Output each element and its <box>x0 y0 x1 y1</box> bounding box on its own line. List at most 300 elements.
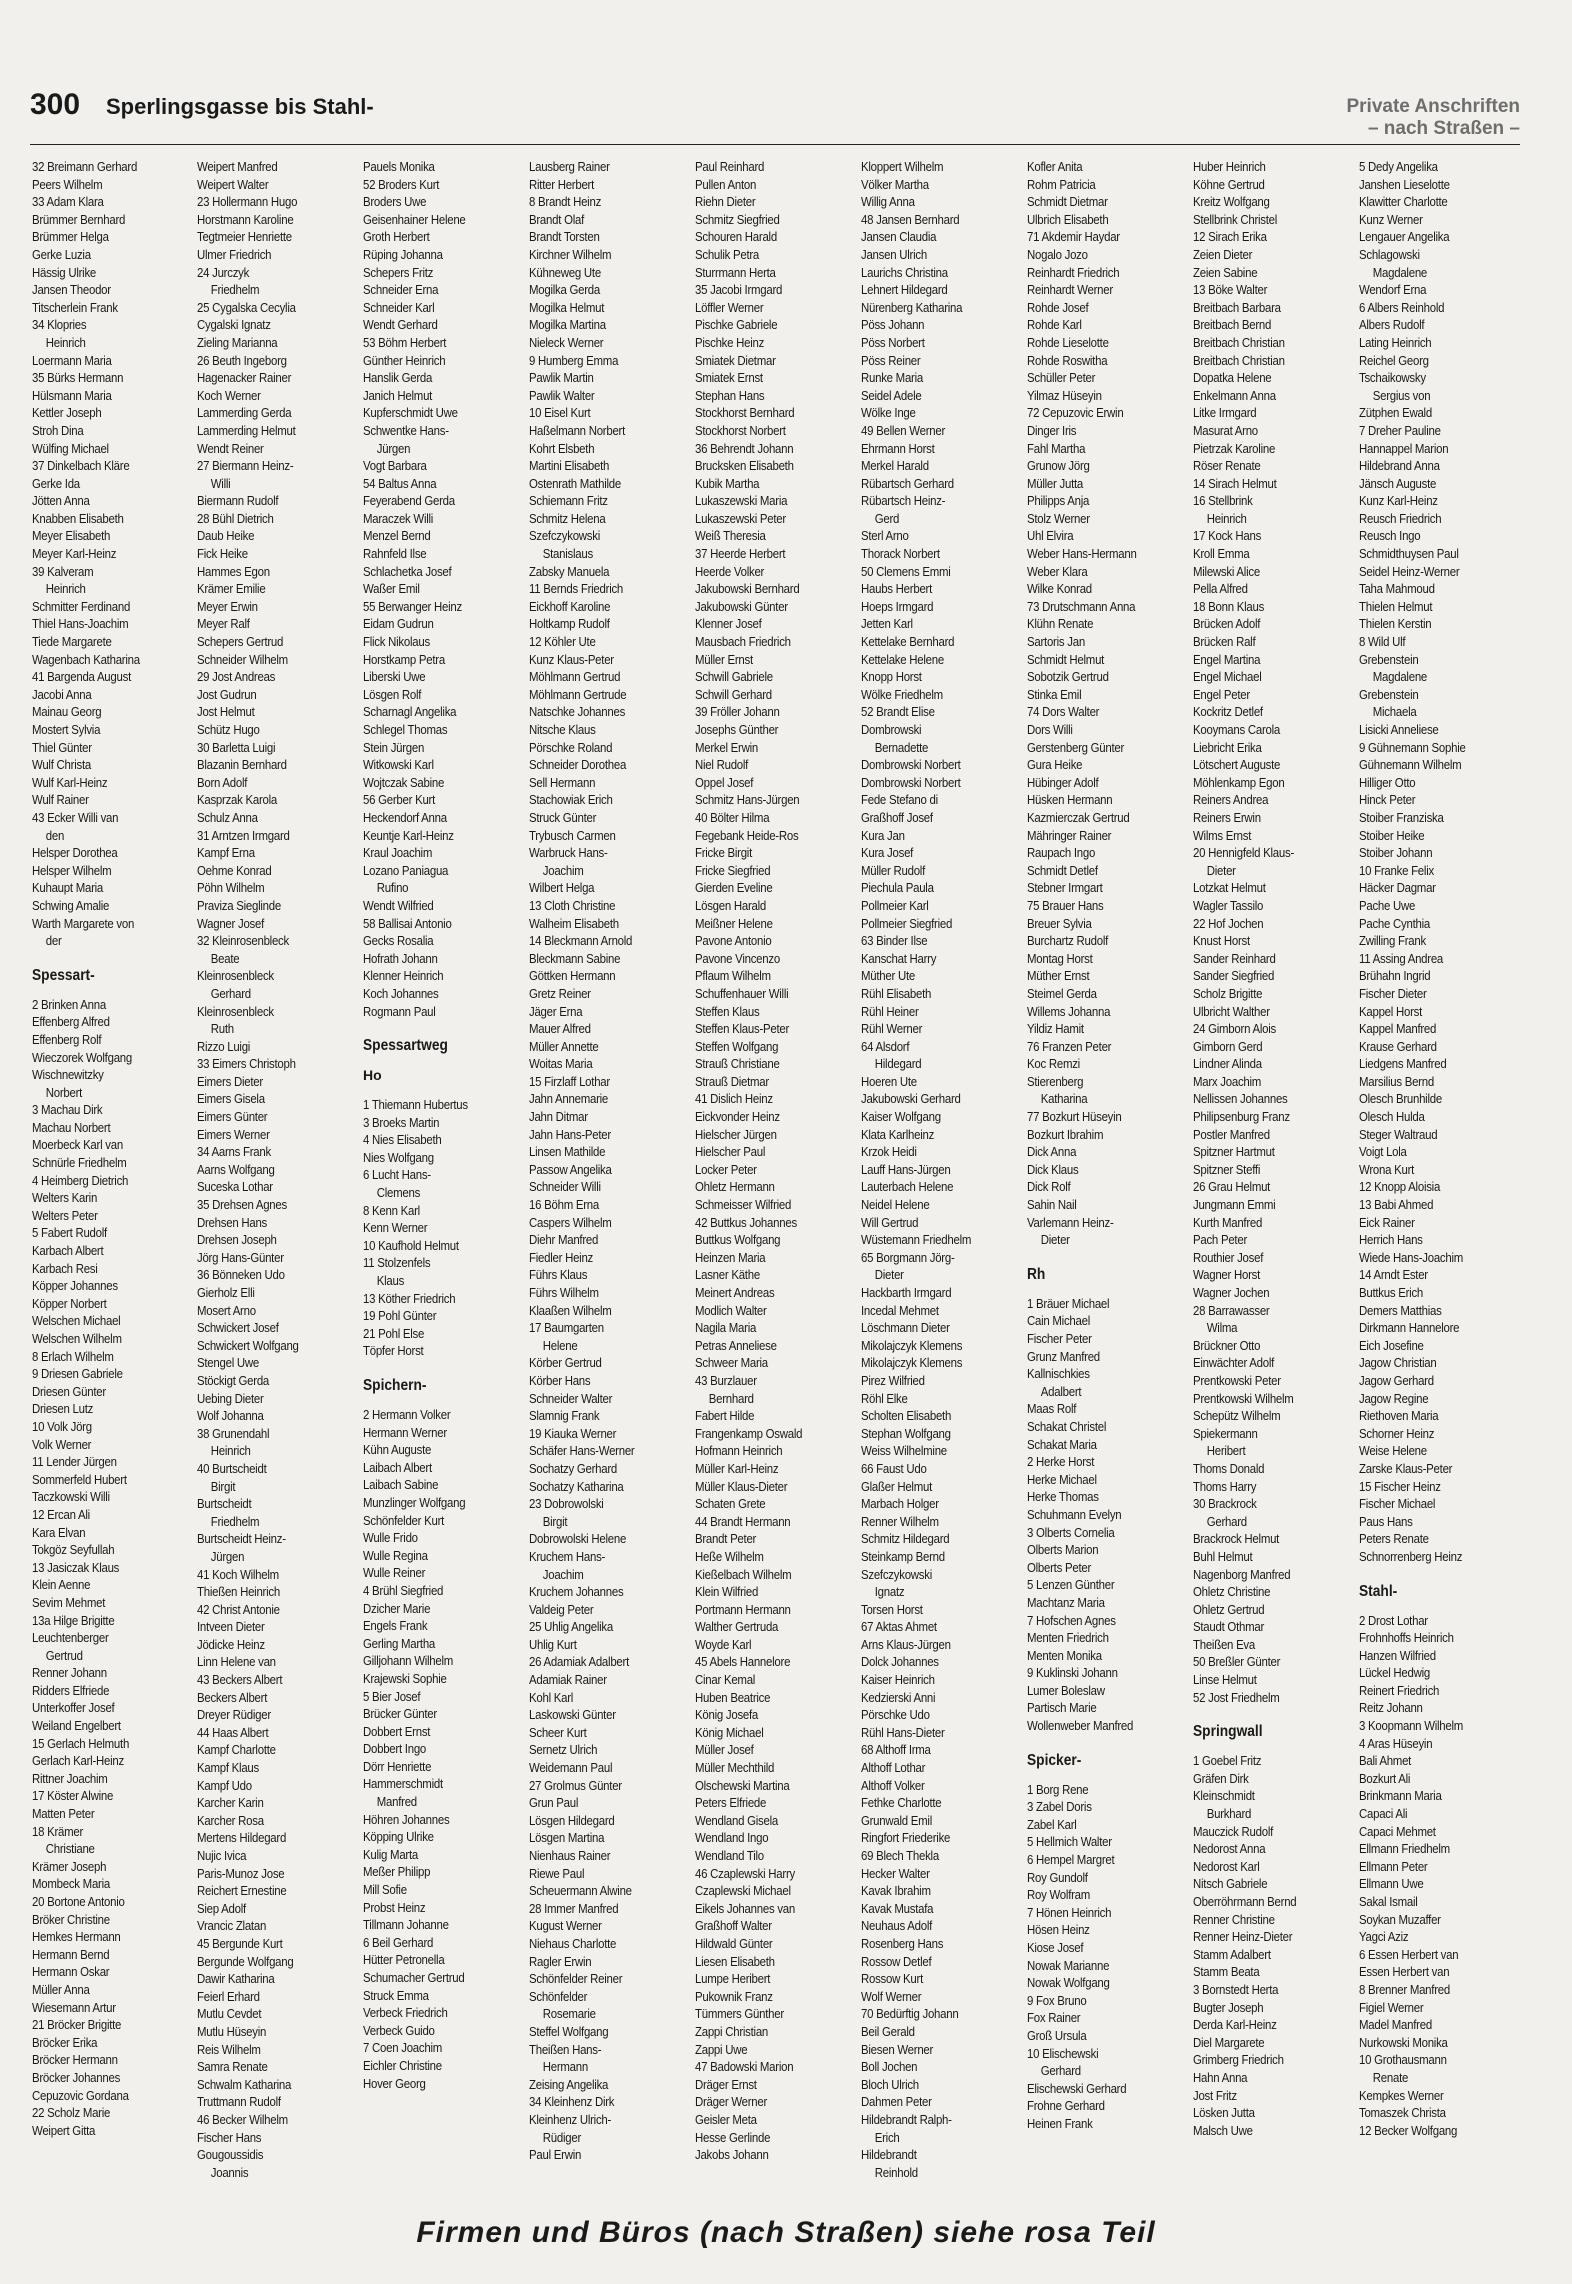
directory-entry: Jetten Karl <box>861 616 913 632</box>
directory-entry: 15 Firzlaff Lothar <box>529 1073 610 1089</box>
directory-entry: 1 Borg Rene <box>1027 1781 1089 1797</box>
directory-entry: Schmidt Dietmar <box>1027 194 1108 210</box>
directory-entry: Schönfelder Kurt <box>363 1512 445 1528</box>
directory-entry: Wagler Tassilo <box>1193 897 1264 913</box>
directory-entry: Diehr Manfred <box>529 1232 599 1248</box>
directory-entry: Schneider Wilhelm <box>197 651 288 667</box>
directory-entry: Paris-Munoz Jose <box>197 1865 285 1881</box>
directory-entry: Wölke Inge <box>861 405 916 421</box>
directory-entry: Fegebank Heide-Ros <box>695 827 799 843</box>
directory-entry: Mauczick Rudolf <box>1193 1823 1274 1839</box>
directory-entry: 26 Grau Helmut <box>1193 1179 1271 1195</box>
directory-entry: Weiland Engelbert <box>32 1718 121 1734</box>
directory-entry: Zieling Marianna <box>197 334 278 350</box>
directory-entry: 30 Brackrock <box>1193 1496 1257 1512</box>
directory-entry: Figiel Werner <box>1359 1999 1424 2015</box>
directory-entry: Kurth Manfred <box>1193 1214 1263 1230</box>
directory-entry: Pella Alfred <box>1193 581 1248 597</box>
directory-entry: 44 Brandt Hermann <box>695 1513 791 1529</box>
directory-entry: Jagow Regine <box>1359 1390 1429 1406</box>
directory-entry-continuation: Hermann <box>542 2059 588 2075</box>
directory-entry: Pavone Vincenzo <box>695 950 780 966</box>
directory-entry: 55 Berwanger Heinz <box>363 598 462 614</box>
directory-entry: 4 Heimberg Dietrich <box>32 1172 129 1188</box>
directory-entry: Wieczorek Wolfgang <box>32 1049 133 1065</box>
directory-entry: Spitzner Hartmut <box>1193 1144 1275 1160</box>
directory-entry: Wölke Friedhelm <box>861 686 943 702</box>
directory-entry: Jansen Claudia <box>861 229 937 245</box>
directory-entry: 31 Arntzen Irmgard <box>197 827 290 843</box>
directory-entry: Born Adolf <box>197 774 248 790</box>
directory-entry: 44 Haas Albert <box>197 1724 269 1740</box>
directory-entry: Wülfing Michael <box>32 440 109 456</box>
directory-entry: Jagow Gerhard <box>1359 1372 1434 1388</box>
directory-entry: Schmitz Hildegard <box>861 1531 950 1547</box>
directory-entry-continuation: Ignatz <box>874 1584 905 1600</box>
directory-entry: Wulle Regina <box>363 1547 428 1563</box>
directory-entry: Kloppert Wilhelm <box>861 159 944 174</box>
directory-entry-continuation: Birgit <box>210 1478 236 1494</box>
directory-entry: 11 Assing Andrea <box>1359 950 1444 966</box>
directory-entry: Hover Georg <box>363 2075 426 2091</box>
directory-entry: 12 Knopp Aloisia <box>1359 1179 1441 1195</box>
directory-entry: Stoiber Johann <box>1359 845 1433 861</box>
directory-entry: 12 Köhler Ute <box>529 634 596 650</box>
directory-entry: Mombeck Maria <box>32 1876 110 1892</box>
directory-entry: Loermann Maria <box>32 352 112 368</box>
directory-entry: 24 Gimborn Alois <box>1193 1021 1276 1037</box>
directory-entry: 21 Bröcker Brigitte <box>32 2017 122 2033</box>
street-heading: Spessartweg <box>363 1037 448 1055</box>
directory-entry: Hofmann Heinrich <box>695 1443 783 1459</box>
directory-entry: Zeien Sabine <box>1193 264 1258 280</box>
directory-entry: 72 Cepuzovic Erwin <box>1027 405 1124 421</box>
directory-entry: Lumer Boleslaw <box>1027 1682 1105 1698</box>
directory-entry: Scharnagl Angelika <box>363 704 457 720</box>
directory-entry: Jost Helmut <box>197 704 255 720</box>
directory-entry: 49 Bellen Werner <box>861 422 946 438</box>
directory-entry: Pischke Heinz <box>695 334 765 350</box>
directory-entry: 7 Dreher Pauline <box>1359 422 1441 438</box>
directory-entry: Zappi Christian <box>695 2023 769 2039</box>
directory-entry: Kleinhenz Ulrich- <box>529 2111 612 2127</box>
directory-entry: Fischer Michael <box>1359 1496 1436 1512</box>
directory-entry: Thoms Donald <box>1193 1460 1265 1476</box>
directory-entry: 67 Aktas Ahmet <box>861 1619 937 1635</box>
directory-entry: Meyer Karl-Heinz <box>32 546 117 562</box>
directory-entry: Praviza Sieglinde <box>197 897 281 913</box>
directory-entry: 74 Dors Walter <box>1027 704 1100 720</box>
directory-entry: Tiede Margarete <box>32 634 112 650</box>
directory-entry: Oehme Konrad <box>197 862 272 878</box>
directory-entry: Lösgen Rolf <box>363 686 422 702</box>
directory-entry: 75 Brauer Hans <box>1027 897 1104 913</box>
directory-entry: Kruchem Hans- <box>529 1548 606 1564</box>
directory-entry: Reichert Ernestine <box>197 1883 287 1899</box>
directory-entry: Lausberg Rainer <box>529 159 610 174</box>
directory-entry: Mutlu Hüseyin <box>197 2023 267 2039</box>
directory-entry: 9 Gühnemann Sophie <box>1359 739 1466 755</box>
directory-entry: Kettelake Bernhard <box>861 634 955 650</box>
directory-entry: Mausbach Friedrich <box>695 634 791 650</box>
directory-entry: Kampf Klaus <box>197 1760 260 1776</box>
directory-entry: 25 Cygalska Cecylia <box>197 299 296 315</box>
directory-entry: Gougoussidis <box>197 2147 264 2163</box>
directory-entry: Prentkowski Peter <box>1193 1372 1281 1388</box>
directory-entry: Bröcker Hermann <box>32 2052 118 2068</box>
directory-entry: Dzicher Marie <box>363 1600 431 1616</box>
directory-entry: Stockhorst Norbert <box>695 422 786 438</box>
directory-entry: Thiel Günter <box>32 739 92 755</box>
directory-entry: 6 Albers Reinhold <box>1359 299 1445 315</box>
directory-entry: Renner Heinz-Dieter <box>1193 1929 1293 1945</box>
directory-entry: Machtanz Maria <box>1027 1594 1105 1610</box>
directory-entry: Derda Karl-Heinz <box>1193 2017 1277 2033</box>
directory-entry: Arns Klaus-Jürgen <box>861 1636 951 1652</box>
directory-entry-continuation: Heribert <box>1206 1443 1246 1459</box>
directory-entry: Huben Beatrice <box>695 1689 771 1705</box>
directory-entry: Pirez Wilfried <box>861 1372 925 1388</box>
directory-entry: Rosenberg Hans <box>861 1935 944 1951</box>
directory-entry: Kavak Mustafa <box>861 1900 934 1916</box>
directory-entry: Ohletz Hermann <box>695 1179 775 1195</box>
directory-entry: Karbach Resi <box>32 1260 98 1276</box>
directory-entry: Ohletz Christine <box>1193 1584 1271 1600</box>
directory-entry: Petras Anneliese <box>695 1337 777 1353</box>
directory-entry: Pöss Johann <box>861 317 925 333</box>
directory-entry: 36 Behrendt Johann <box>695 440 794 456</box>
directory-entry: Olesch Brunhilde <box>1359 1091 1442 1107</box>
directory-entry: Rogmann Paul <box>363 1003 436 1019</box>
directory-entry: Krajewski Sophie <box>363 1670 447 1686</box>
directory-entry: Jakubowski Gerhard <box>861 1091 961 1107</box>
directory-entry: Jungmann Emmi <box>1193 1197 1276 1213</box>
directory-entry: 39 Kalveram <box>32 563 94 579</box>
directory-entry-continuation: Michaela <box>1372 704 1417 720</box>
directory-entry: Pukownik Franz <box>695 1988 773 2004</box>
directory-entry: Portmann Hermann <box>695 1601 791 1617</box>
directory-entry: Caspers Wilhelm <box>529 1214 612 1230</box>
directory-entry: 64 Alsdorf <box>861 1038 910 1054</box>
directory-entry: Postler Manfred <box>1193 1126 1270 1142</box>
directory-entry: Torsen Horst <box>861 1601 923 1617</box>
directory-entry: Kappel Manfred <box>1359 1021 1437 1037</box>
directory-entry: Schmitter Ferdinand <box>32 598 131 614</box>
directory-entry: Voigt Lola <box>1359 1144 1407 1160</box>
directory-entry: Löffler Werner <box>695 299 764 315</box>
directory-entry-continuation: Magdalene <box>1372 669 1428 685</box>
directory-entry: Kirchner Wilhelm <box>529 246 612 262</box>
directory-entry: Drehsen Hans <box>197 1214 268 1230</box>
directory-entry: Grunwald Emil <box>861 1812 933 1828</box>
directory-entry: Laibach Sabine <box>363 1477 439 1493</box>
directory-entry: Frohne Gerhard <box>1027 2098 1105 2114</box>
directory-entry: 39 Fröller Johann <box>695 704 780 720</box>
directory-entry: Engels Frank <box>363 1618 428 1634</box>
directory-entry: Uhlig Kurt <box>529 1636 577 1652</box>
directory-entry: Theißen Eva <box>1193 1636 1256 1652</box>
directory-entry: Driesen Lutz <box>32 1401 94 1417</box>
directory-entry: Runke Maria <box>861 370 924 386</box>
directory-entry: Nagenborg Manfred <box>1193 1566 1291 1582</box>
directory-entry-continuation: Burkhard <box>1206 1806 1252 1822</box>
directory-entry: Incedal Mehmet <box>861 1302 939 1318</box>
directory-entry-continuation: Christiane <box>45 1841 95 1857</box>
directory-entry: Dombrowski Norbert <box>861 774 961 790</box>
directory-entry: Yagci Aziz <box>1359 1929 1409 1945</box>
directory-entry: Knabben Elisabeth <box>32 510 124 526</box>
directory-entry: Hahn Anna <box>1193 2069 1248 2085</box>
directory-entry: Pauels Monika <box>363 159 435 174</box>
directory-entry: Raupach Ingo <box>1027 845 1096 861</box>
directory-entry: Führs Wilhelm <box>529 1285 599 1300</box>
directory-entry: Mill Sofie <box>363 1882 407 1898</box>
directory-entry: 36 Bönneken Udo <box>197 1267 285 1283</box>
directory-entry: 8 Brenner Manfred <box>1359 1981 1450 1997</box>
header-rule <box>30 144 1520 145</box>
directory-entry: Dors Willi <box>1027 722 1073 737</box>
directory-entry: Lotzkat Helmut <box>1193 880 1266 896</box>
directory-entry: 11 Lender Jürgen <box>32 1454 117 1470</box>
directory-entry: Sakal Ismail <box>1359 1894 1418 1909</box>
directory-entry: Weidemann Paul <box>529 1760 613 1776</box>
directory-entry: Möhlenkamp Egon <box>1193 774 1285 790</box>
directory-entry: Capaci Mehmet <box>1359 1823 1436 1839</box>
directory-entry: Brückner Otto <box>1193 1337 1261 1353</box>
directory-entry: Kallnischkies <box>1027 1366 1090 1382</box>
directory-entry: Tümmers Günther <box>695 2006 784 2022</box>
directory-entry: Feyerabend Gerda <box>363 493 455 509</box>
directory-entry: Philipps Anja <box>1027 493 1090 509</box>
directory-entry: Schneider Walter <box>529 1390 613 1406</box>
directory-entry: Marx Joachim <box>1193 1073 1262 1089</box>
directory-entry: 10 Volk Jörg <box>32 1418 92 1434</box>
directory-entry: Sartoris Jan <box>1027 634 1085 650</box>
directory-entry: 70 Bedürftig Johann <box>861 2006 959 2022</box>
directory-entry: Brümmer Helga <box>32 229 109 245</box>
directory-entry: Koc Remzi <box>1027 1056 1080 1072</box>
directory-entry: Helsper Dorothea <box>32 845 118 861</box>
directory-entry: Lisicki Anneliese <box>1359 722 1439 737</box>
directory-entry: Boll Jochen <box>861 2059 918 2075</box>
directory-entry: Jagow Christian <box>1359 1355 1437 1371</box>
directory-entry: Scheuermann Alwine <box>529 1883 632 1899</box>
directory-entry: Titscherlein Frank <box>32 299 118 315</box>
directory-entry: Heße Wilhelm <box>695 1548 764 1564</box>
directory-entry: Breitbach Barbara <box>1193 299 1281 315</box>
directory-entry: Schlegel Thomas <box>363 722 448 737</box>
directory-entry: Gerke Ida <box>32 475 80 491</box>
directory-entry: Jakubowski Günter <box>695 598 788 614</box>
directory-entry: Jahn Hans-Peter <box>529 1126 611 1142</box>
directory-entry: Hammes Egon <box>197 563 270 579</box>
directory-entry: 15 Gerlach Helmuth <box>32 1735 130 1751</box>
directory-entry: Ridders Elfriede <box>32 1682 110 1698</box>
directory-entry: Lukaszewski Maria <box>695 493 788 509</box>
directory-entry: 16 Stellbrink <box>1193 493 1253 509</box>
directory-entry: Scholz Brigitte <box>1193 985 1263 1001</box>
directory-entry-continuation: Erich <box>874 2129 900 2145</box>
directory-entry: Prentkowski Wilhelm <box>1193 1390 1294 1406</box>
directory-entry: Wulle Reiner <box>363 1565 426 1581</box>
directory-entry: Ulmer Friedrich <box>197 246 272 262</box>
directory-entry: Ragler Erwin <box>529 1953 592 1969</box>
postal-district-label: Ho <box>363 1067 382 1084</box>
directory-entry: Matten Peter <box>32 1806 95 1822</box>
directory-entry-continuation: Magdalene <box>1372 264 1428 280</box>
directory-entry: Mogilka Helmut <box>529 299 605 315</box>
directory-entry: Brücker Günter <box>363 1706 437 1722</box>
directory-entry: Sell Hermann <box>529 774 596 790</box>
directory-entry: Rossow Detlef <box>861 1953 932 1969</box>
directory-entry: Lauterbach Helene <box>861 1179 954 1195</box>
directory-entry: 7 Coen Joachim <box>363 2040 443 2056</box>
directory-entry: Mähringer Rainer <box>1027 827 1112 843</box>
directory-entry: Körber Gertrud <box>529 1355 602 1371</box>
directory-entry: Stamm Adalbert <box>1193 1946 1271 1962</box>
directory-entry: Eidam Gudrun <box>363 616 434 632</box>
directory-entry-continuation: Birgit <box>542 1513 568 1529</box>
directory-entry: Mertens Hildegard <box>197 1830 287 1846</box>
directory-entry: 41 Koch Wilhelm <box>197 1566 279 1582</box>
directory-entry: 7 Hofschen Agnes <box>1027 1612 1116 1628</box>
directory-entry: Rohde Lieselotte <box>1027 334 1109 350</box>
directory-entry: 76 Franzen Peter <box>1027 1038 1112 1054</box>
directory-entry: Stierenberg <box>1027 1073 1084 1089</box>
directory-entry: 56 Gerber Kurt <box>363 792 436 808</box>
directory-entry: Dahmen Peter <box>861 2094 932 2110</box>
directory-entry: 3 Koopmann Wilhelm <box>1359 1718 1464 1734</box>
directory-entry: Schwalm Katharina <box>197 2076 292 2092</box>
directory-entry: Klawitter Charlotte <box>1359 194 1448 210</box>
directory-entry: Schakat Christel <box>1027 1418 1107 1434</box>
directory-entry: Madel Manfred <box>1359 2017 1432 2033</box>
directory-entry: Meinert Andreas <box>695 1285 775 1300</box>
directory-entry: Stamm Beata <box>1193 1964 1260 1980</box>
directory-entry: Gräfen Dirk <box>1193 1770 1249 1786</box>
directory-entry: 12 Sirach Erika <box>1193 229 1267 245</box>
directory-entry: Schneider Karl <box>363 299 435 315</box>
directory-entry: Flick Nikolaus <box>363 634 430 650</box>
directory-entry: 40 Bölter Hilma <box>695 809 770 825</box>
directory-entry: Kura Josef <box>861 845 914 861</box>
directory-entry: 1 Bräuer Michael <box>1027 1295 1110 1311</box>
directory-entry: Höhren Johannes <box>363 1811 450 1827</box>
directory-entry: Herrich Hans <box>1359 1232 1423 1248</box>
directory-entry: Pawlik Martin <box>529 370 594 386</box>
directory-entry: Jänsch Auguste <box>1359 475 1437 491</box>
directory-entry: Grebenstein <box>1359 651 1419 667</box>
directory-entry: Schmidt Detlef <box>1027 862 1098 878</box>
directory-entry: Wendt Wilfried <box>363 897 434 913</box>
directory-entry: Schmitz Helena <box>529 510 606 526</box>
directory-entry: Jakobs Johann <box>695 2147 769 2163</box>
directory-entry: Hanslik Gerda <box>363 370 433 386</box>
directory-entry: Nitsch Gabriele <box>1193 1876 1268 1892</box>
directory-entry: Ohletz Gertrud <box>1193 1601 1265 1617</box>
directory-entry: Nowak Wolfgang <box>1027 1975 1110 1991</box>
directory-entry: Lehnert Hildegard <box>861 282 948 298</box>
directory-entry: Bali Ahmet <box>1359 1753 1412 1769</box>
directory-entry: Kedzierski Anni <box>861 1689 936 1705</box>
directory-entry: Karcher Rosa <box>197 1812 264 1828</box>
directory-entry: Ostenrath Mathilde <box>529 475 621 491</box>
directory-entry: 53 Böhm Herbert <box>363 334 447 350</box>
directory-entry: Enkelmann Anna <box>1193 387 1276 403</box>
directory-entry: Steffen Wolfgang <box>695 1038 779 1054</box>
directory-entry: Pörschke Roland <box>529 739 613 755</box>
directory-entry: 26 Adamiak Adalbert <box>529 1654 630 1670</box>
directory-entry: Merkel Erwin <box>695 739 758 755</box>
directory-entry: Schüller Peter <box>1027 370 1096 386</box>
directory-entry: Uebing Dieter <box>197 1390 264 1406</box>
section-title <box>1346 96 1520 140</box>
directory-entry: Hanzen Wilfried <box>1359 1647 1436 1663</box>
directory-entry: Partisch Marie <box>1027 1700 1097 1716</box>
directory-entry: Sterl Arno <box>861 528 909 544</box>
directory-entry: Dirkmann Hannelore <box>1359 1320 1460 1336</box>
directory-entry: Pollmeier Karl <box>861 897 929 913</box>
directory-entry: Routhier Josef <box>1193 1249 1264 1265</box>
directory-entry: 5 Fabert Rudolf <box>32 1225 107 1241</box>
directory-entry: 52 Jost Friedhelm <box>1193 1689 1280 1705</box>
directory-entry: 10 Elischewski <box>1027 2045 1099 2061</box>
directory-entry: Pflaum Wilhelm <box>695 968 771 984</box>
directory-entry: Siep Adolf <box>197 1900 246 1916</box>
directory-entry-continuation: Hildegard <box>874 1056 922 1072</box>
directory-entry: Kulig Marta <box>363 1846 418 1862</box>
directory-entry: Kleinschmidt <box>1193 1788 1255 1804</box>
directory-entry: 15 Fischer Heinz <box>1359 1478 1441 1494</box>
directory-entry: Helsper Wilhelm <box>32 862 112 878</box>
directory-entry: Gimborn Gerd <box>1193 1038 1263 1054</box>
directory-entry: Einwächter Adolf <box>1193 1355 1275 1371</box>
directory-entry: Krämer Joseph <box>32 1858 107 1874</box>
directory-entry: Sander Reinhard <box>1193 950 1276 966</box>
directory-entry: Oberröhrmann Bernd <box>1193 1894 1297 1909</box>
directory-entry: Heckendorf Anna <box>363 809 447 825</box>
directory-entry: Fischer Dieter <box>1359 985 1427 1001</box>
directory-entry: Dombrowski Norbert <box>861 757 961 773</box>
directory-entry: Thielen Helmut <box>1359 598 1433 614</box>
directory-entry: Karbach Albert <box>32 1243 104 1259</box>
directory-entry: Fick Heike <box>197 546 248 562</box>
directory-entry: Hannappel Marion <box>1359 440 1449 456</box>
directory-entry: Pöhn Wilhelm <box>197 880 265 896</box>
directory-entry: Kugust Werner <box>529 1918 602 1934</box>
directory-entry: Reitz Johann <box>1359 1700 1423 1716</box>
directory-entry: Hilliger Otto <box>1359 774 1416 790</box>
directory-entry: Pischke Gabriele <box>695 317 778 333</box>
directory-entry: Kupferschmidt Uwe <box>363 405 458 421</box>
directory-entry: Brümmer Bernhard <box>32 211 126 227</box>
directory-entry: Welschen Wilhelm <box>32 1331 122 1346</box>
directory-entry: Koch Johannes <box>363 985 439 1001</box>
directory-entry: Engel Peter <box>1193 686 1250 702</box>
directory-entry: Scheer Kurt <box>529 1724 587 1740</box>
directory-entry: Kießelbach Wilhelm <box>695 1566 792 1582</box>
directory-entry: Schouren Harald <box>695 229 777 245</box>
directory-entry: Nitsche Klaus <box>529 722 596 737</box>
directory-entry-continuation: Rufino <box>376 880 409 896</box>
directory-entry: Willig Anna <box>861 194 915 210</box>
directory-entry: Nieleck Werner <box>529 334 604 350</box>
directory-entry: Hildebrandt <box>861 2147 917 2163</box>
directory-entry: Janshen Lieselotte <box>1359 176 1450 192</box>
directory-entry: Knust Horst <box>1193 933 1250 949</box>
directory-entry: Eickvonder Heinz <box>695 1109 780 1125</box>
directory-entry: Verbeck Friedrich <box>363 2005 448 2021</box>
